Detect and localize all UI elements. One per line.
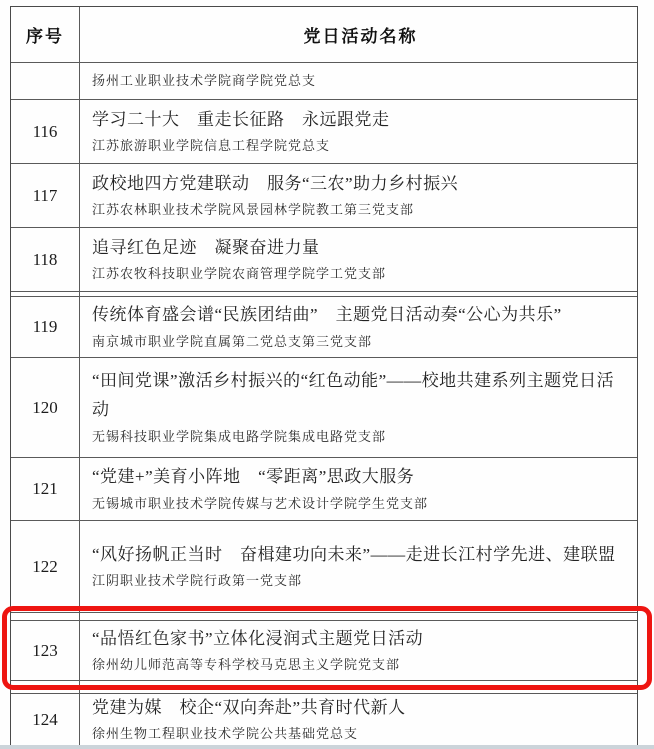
table-row (11, 621, 637, 681)
activity-title: “田间党课”激活乡村振兴的“红色动能”——校地共建系列主题党日活动 (92, 371, 615, 420)
table-row (11, 358, 637, 458)
organization-name: 无锡城市职业技术学院传媒与艺术设计学院学生党支部 (92, 495, 429, 511)
serial-number-cell (11, 63, 80, 99)
page-break-gap (11, 681, 637, 694)
table-row (11, 458, 637, 521)
activity-cell (80, 621, 637, 680)
party-day-activity-table (10, 6, 638, 746)
activity-cell (80, 358, 637, 457)
activity-cell (80, 228, 637, 291)
organization-name: 江苏农牧科技职业学院农商管理学院学工党支部 (92, 266, 387, 282)
serial-number-cell: 117 (11, 164, 80, 227)
serial-number-cell: 124 (11, 694, 80, 745)
activity-cell (80, 100, 637, 163)
page-bottom-edge (0, 745, 654, 749)
page-break-gap-cell (80, 613, 637, 620)
table-row (11, 228, 637, 292)
table-row (11, 521, 637, 613)
table-body (11, 63, 637, 746)
activity-title: 传统体育盛会谱“民族团结曲” 主题党日活动奏“公心为共乐” (92, 305, 562, 325)
activity-cell (80, 297, 637, 357)
organization-name: 江苏农林职业技术学院风景园林学院教工第三党支部 (92, 202, 415, 218)
activity-title: 政校地四方党建联动 服务“三农”助力乡村振兴 (92, 173, 459, 193)
activity-cell (80, 521, 637, 612)
organization-name: 扬州工业职业技术学院商学院党总支 (92, 72, 317, 88)
activity-cell (80, 63, 637, 99)
page-break-gap (11, 613, 637, 621)
page-break-gap-cell (11, 613, 80, 620)
activity-title: “风好扬帆正当时 奋楫建功向未来”——走进长江村学先进、建联盟 (92, 544, 616, 564)
header-serial-number: 序号 (11, 7, 80, 62)
page-break-gap-cell (80, 292, 637, 296)
organization-name: 南京城市职业学院直属第二党总支第三党支部 (92, 333, 373, 349)
serial-number-cell: 118 (11, 228, 80, 291)
page-break-gap-cell (80, 681, 637, 693)
table-row (11, 100, 637, 164)
organization-name: 无锡科技职业学院集成电路学院集成电路党支部 (92, 428, 387, 444)
organization-name: 江苏旅游职业学院信息工程学院党总支 (92, 138, 331, 154)
table-row (11, 164, 637, 228)
organization-name: 徐州生物工程职业技术学院公共基础党总支 (92, 726, 359, 742)
activity-title: 党建为媒 校企“双向奔赴”共育时代新人 (92, 697, 406, 717)
serial-number-cell: 119 (11, 297, 80, 357)
serial-number-cell: 120 (11, 358, 80, 457)
table-header-row (11, 7, 637, 63)
page-break-gap-cell (11, 681, 80, 693)
activity-title: “品悟红色家书”立体化浸润式主题党日活动 (92, 628, 424, 648)
table-row (11, 297, 637, 358)
header-activity-name: 党日活动名称 (303, 27, 418, 46)
activity-title: “党建+”美育小阵地 “零距离”思政大服务 (92, 467, 415, 487)
serial-number-cell: 122 (11, 521, 80, 612)
table-row-partial (11, 63, 637, 100)
activity-title: 学习二十大 重走长征路 永远跟党走 (92, 109, 390, 129)
serial-number-cell: 121 (11, 458, 80, 520)
organization-name: 徐州幼儿师范高等专科学校马克思主义学院党支部 (92, 657, 401, 673)
serial-number-cell: 116 (11, 100, 80, 163)
activity-cell (80, 458, 637, 520)
activity-cell (80, 694, 637, 745)
table-row (11, 694, 637, 746)
organization-name: 江阴职业技术学院行政第一党支部 (92, 573, 303, 589)
serial-number-cell: 123 (11, 621, 80, 680)
activity-title: 追寻红色足迹 凝聚奋进力量 (92, 237, 320, 257)
page-break-gap-cell (11, 292, 80, 296)
activity-cell (80, 164, 637, 227)
